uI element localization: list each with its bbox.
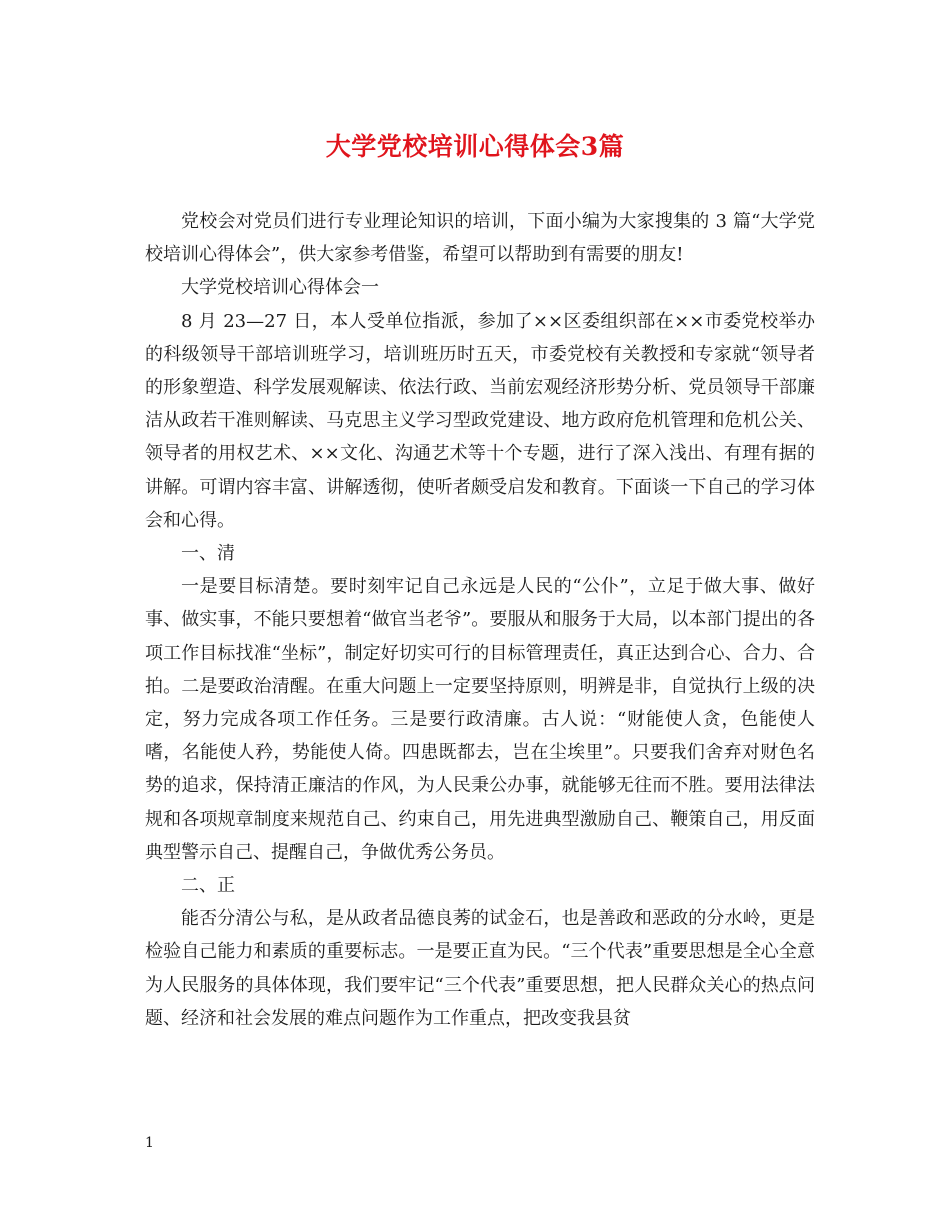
document-title: 大学党校培训心得体会3篇 <box>325 132 625 161</box>
section-heading-part-one: 大学党校培训心得体会一 <box>181 277 379 299</box>
section-heading-qing: 一、清 <box>181 543 235 565</box>
body-paragraph: 一是要目标清楚。要时刻牢记自己永远是人民的“公仆”，立足于做大事、做好事、做实事，不能只要想着“做官当老爷”。要服从和服务于大局，以本部门提出的各项工作目标找准“坐标”，制定好切实可行的目标管理责任，真正达到合心、合力、合拍。二是要政治清醒。在重大问题上一定要坚持原则，明辨是非，自觉执行上级的决定，努力完成各项工作任务。三是要行政清廉。古人说：“财能使人贪，色能使人嗜，名能使人矜，势能使人倚。四患既都去，岂在尘埃里”。只要我们舍弃对财色名势的追求，保持清正廉洁的作风，为人民秉公办事，就能够无往而不胜。要用法律法规和各项规章制度来规范自己、约束自己，用先进典型激励自己、鞭策自己，用反面典型警示自己、提醒自己，争做优秀公务员。 <box>145 576 815 863</box>
page-number: 1 <box>145 1135 154 1151</box>
section-heading-zheng: 二、正 <box>181 875 235 897</box>
document-body <box>145 205 815 1035</box>
body-paragraph: 能否分清公与私，是从政者品德良莠的试金石，也是善政和恶政的分水岭，更是检验自己能力和素质的重要标志。一是要正直为民。“三个代表”重要思想是全心全意为人民服务的具体体现，我们要牢记“三个代表”重要思想，把人民群众关心的热点问题、经济和社会发展的难点问题作为工作重点，把改变我县贫 <box>145 908 815 1029</box>
body-paragraph: 8 月 23—27 日，本人受单位指派，参加了××区委组织部在××市委党校举办的科级领导干部培训班学习，培训班历时五天，市委党校有关教授和专家就“领导者的形象塑造、科学发展观解读、依法行政、当前宏观经济形势分析、党员领导干部廉洁从政若干准则解读、马克思主义学习型政党建设、地方政府危机管理和危机公关、领导者的用权艺术、××文化、沟通艺术等十个专题，进行了深入浅出、有理有据的讲解。可谓内容丰富、讲解透彻，使听者颇受启发和教育。下面谈一下自己的学习体会和心得。 <box>145 310 815 531</box>
intro-paragraph: 党校会对党员们进行专业理论知识的培训，下面小编为大家搜集的 3 篇“大学党校培训心得体会”，供大家参考借鉴，希望可以帮助到有需要的朋友! <box>145 211 815 266</box>
